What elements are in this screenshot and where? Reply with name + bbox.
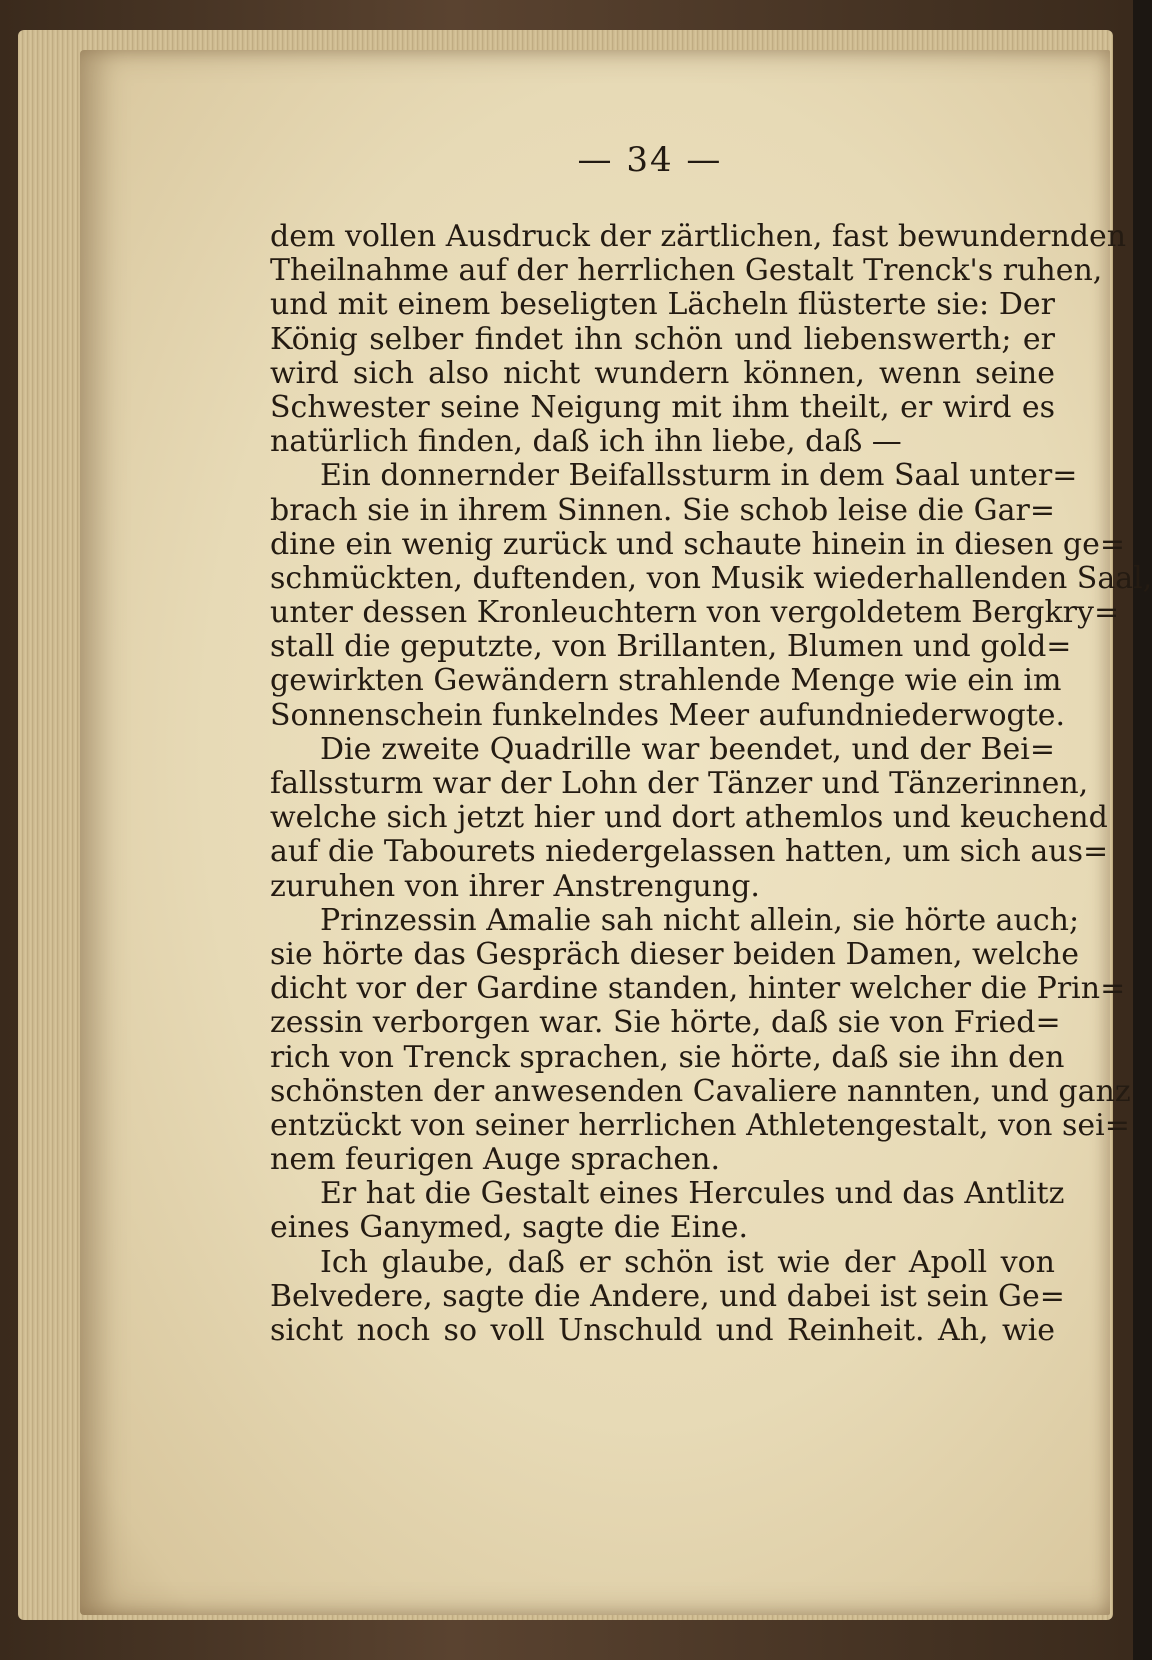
body-text — [270, 219, 1152, 1348]
text-line: eines Ganymed, sagte die Eine. — [270, 1210, 748, 1246]
text-line: zuruhen von ihrer Anstrengung. — [270, 868, 760, 904]
text-line: unter dessen Kronleuchtern von vergoldetem Bergkry= — [270, 595, 1120, 631]
text-line: dicht vor der Gardine standen, hinter welcher die Prin= — [270, 971, 1126, 1007]
text-line: Belvedere, sagte die Andere, und dabei ist sein Ge= — [270, 1278, 1065, 1314]
text-line: und mit einem beseligten Lächeln flüsterte sie: Der — [270, 287, 1055, 323]
text-line: fallssturm war der Lohn der Tänzer und Tänzerinnen, — [270, 766, 1089, 801]
text-line: Ich glaube, daß er schön ist wie der Apoll von — [320, 1244, 1055, 1280]
text-line: gewirkten Gewändern strahlende Menge wie ein im — [270, 663, 1062, 699]
text-line: Schwester seine Neigung mit ihm theilt, er wird es — [270, 389, 1055, 425]
text-line: zessin verborgen war. Sie hörte, daß sie von Fried= — [270, 1005, 1061, 1041]
text-line: sie hörte das Gespräch dieser beiden Damen, welche — [270, 936, 1079, 972]
page-number: — 34 — — [577, 140, 723, 180]
text-line: Ein donnernder Beifallssturm in dem Saal unter= — [320, 458, 1078, 494]
text-line: Theilnahme auf der herrlichen Gestalt Trenck's ruhen, — [270, 253, 1103, 289]
text-line: auf die Tabourets niedergelassen hatten, um sich aus= — [270, 834, 1109, 870]
text-line: Prinzessin Amalie sah nicht allein, sie hörte auch; — [320, 902, 1080, 938]
text-line: brach sie in ihrem Sinnen. Sie schob leise die Gar= — [270, 492, 1055, 528]
text-line: natürlich finden, daß ich ihn liebe, daß — — [270, 424, 902, 460]
text-line: entzückt von seiner herrlichen Athletengestalt, von sei= — [270, 1107, 1130, 1143]
text-line: schönsten der anwesenden Cavaliere nannten, und ganz — [270, 1073, 1131, 1109]
text-line: schmückten, duftenden, von Musik wiederhallenden Saal, — [270, 560, 1152, 596]
text-line: wird sich also nicht wundern können, wenn seine — [270, 355, 1055, 391]
text-line: Sonnenschein funkelndes Meer aufundniederwogte. — [270, 697, 1066, 733]
text-line: König selber findet ihn schön und liebenswerth; er — [270, 321, 1055, 357]
text-line: rich von Trenck sprachen, sie hörte, daß sie ihn den — [270, 1039, 1065, 1075]
text-line: nem feurigen Auge sprachen. — [270, 1142, 721, 1178]
text-line: dine ein wenig zurück und schaute hinein in diesen ge= — [270, 526, 1126, 562]
text-line: Er hat die Gestalt eines Hercules und das Antlitz — [320, 1176, 1065, 1212]
text-line: welche sich jetzt hier und dort athemlos und keuchend — [270, 800, 1108, 836]
text-line: sicht noch so voll Unschuld und Reinheit. Ah, wie — [270, 1313, 1055, 1348]
text-line: stall die geputzte, von Brillanten, Blumen und gold= — [270, 629, 1072, 665]
text-line: Die zweite Quadrille war beendet, und der Bei= — [320, 731, 1055, 767]
text-line: dem vollen Ausdruck der zärtlichen, fast bewundernden — [270, 219, 1127, 254]
